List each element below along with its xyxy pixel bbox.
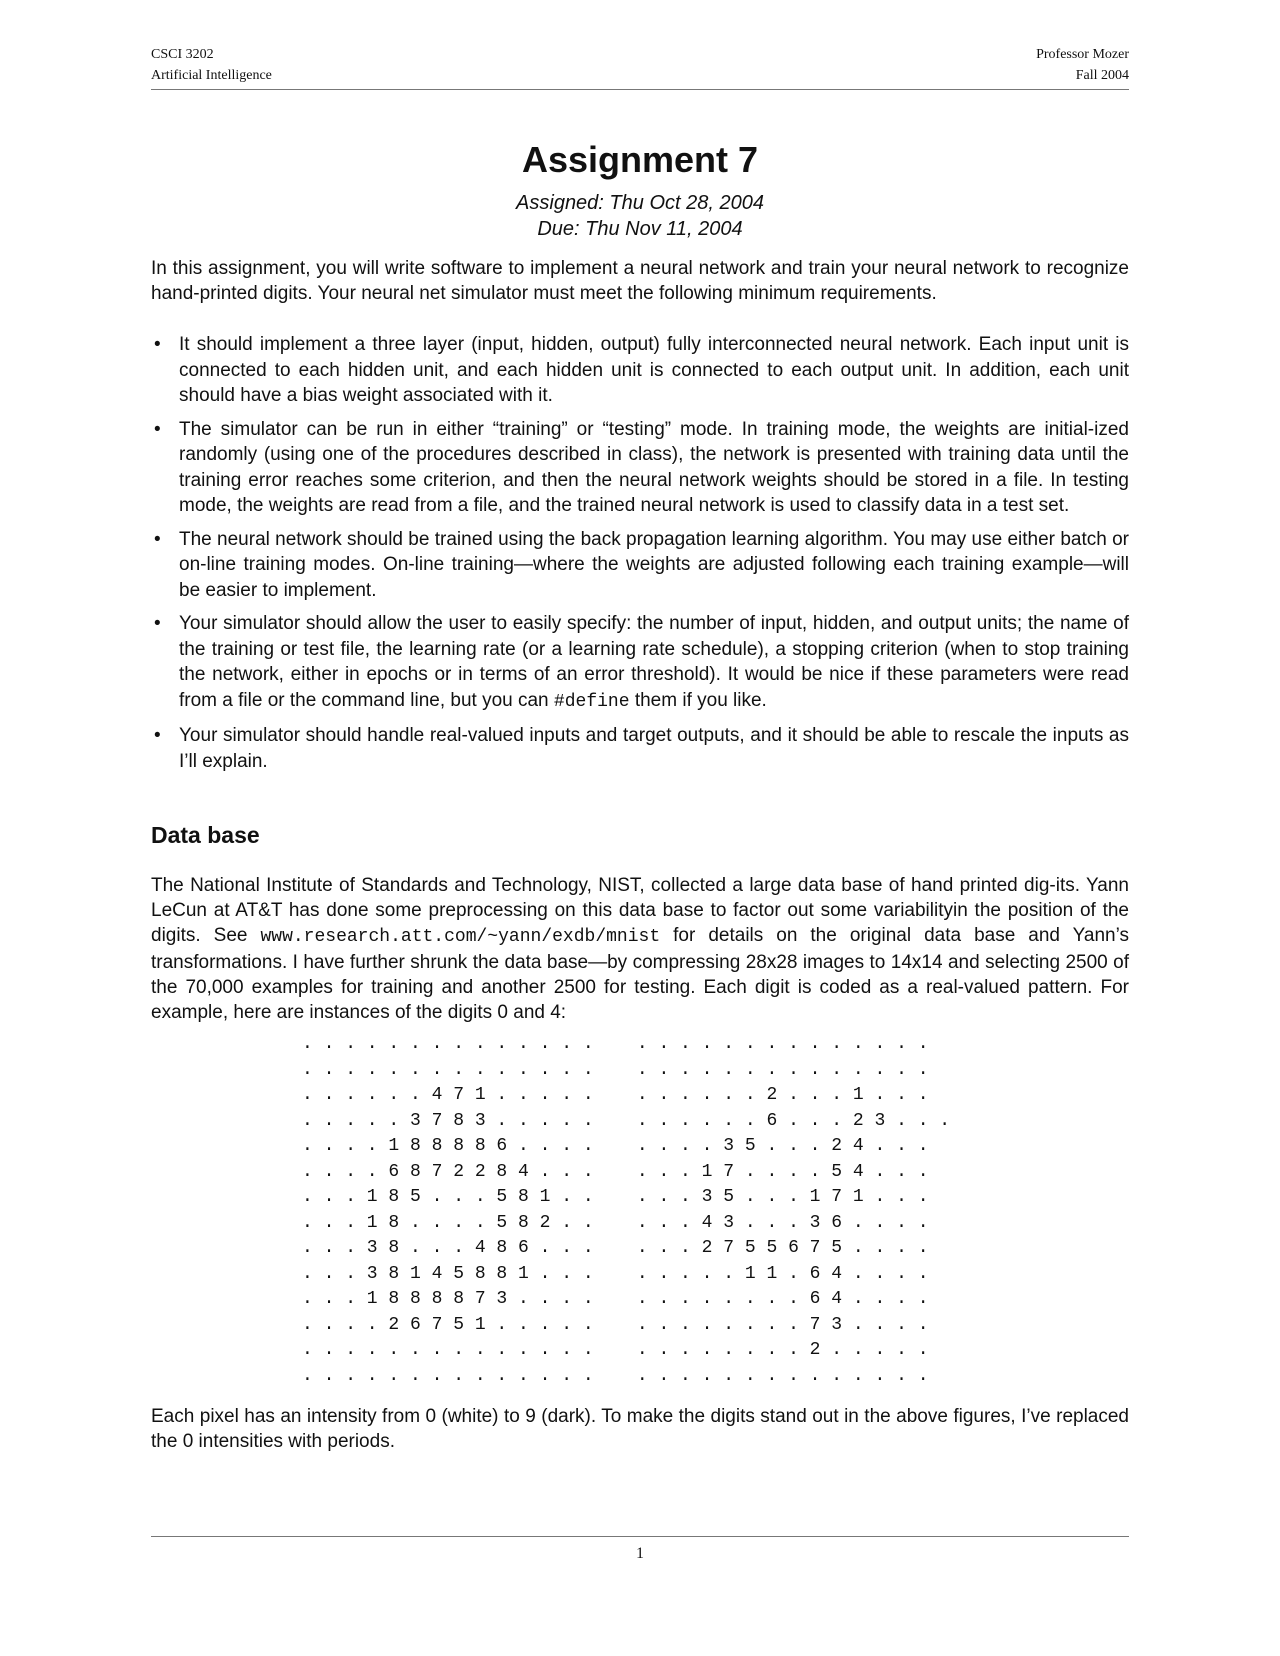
list-item-text: It should implement a three layer (input, hidden, output) fully interconnected neural network. Each input unit is connected to each hidden unit, and each hidden unit is connected to each output unit. In addition, each unit should have a bias weight associated with it. xyxy=(179,334,1129,406)
mnist-url: www.research.att.com/~yann/exdb/mnist xyxy=(260,927,661,947)
bullet-icon: • xyxy=(154,418,161,440)
page-title: Assignment 7 xyxy=(521,139,759,180)
paragraph-text: The National Institute of Standards and Technology, NIST, collected a large data base of hand printed dig-its. Yann LeCun at AT&T has done some preprocessing on this data base to factor out some variabilityin the position of the digits. See xyxy=(151,875,1129,946)
closing-paragraph: Each pixel has an intensity from 0 (white) to 9 (dark). To make the digits stand out in the above figures, I’ve replaced the 0 intensities with periods. xyxy=(151,1406,1129,1452)
bullet-icon: • xyxy=(154,528,161,550)
list-item xyxy=(151,417,1129,519)
list-item-text: Your simulator should allow the user to easily specify: the number of input, hidden, and output units; the name of the training or test file, the learning rate (or a learning rate schedule), a stopping criterion (when to stop training the network, either in epochs or in terms of an error threshold). It would be nice if these parameters were read from a file or the command line, but you can xyxy=(179,613,1129,711)
instructor: Professor Mozer xyxy=(1036,47,1129,62)
footer-divider xyxy=(151,1536,1129,1537)
list-item xyxy=(151,611,1129,715)
header-left xyxy=(151,44,272,86)
assigned-date: Assigned: Thu Oct 28, 2004 xyxy=(516,192,764,214)
digit-examples: . . . . . . . . . . . . . . . . . . . . . . . . . . . . . . . . . . . . . . . . . . . . . . . . . . . . . . . . . . . . . . 4 7 1 . . . . . . . . . . . 2 . . . 1 . . . . . . . . 3 7 8 3 . . . . . . . . . . . 6 . . . 2 3 . . . . . . . 1 8 8 8 8 6 . . . . . . . . 3 5 . . . 2 4 . . . . . . . 6 8 7 2 2 8 4 . . . . . . 1 7 . . . . 5 4 . . . . . . 1 8 5 . . . 5 8 1 . . . . . 3 5 . . . 1 7 1 . . . . . . 1 8 . . . . 5 8 2 . . . . . 4 3 . . . 3 6 . . . . . . . 3 8 . . . 4 8 6 . . . . . . 2 7 5 5 6 7 5 . . . . . . . 3 8 1 4 5 8 8 1 . . . . . . . . 1 1 . 6 4 . . . . . . . 1 8 8 8 8 7 3 . . . . . . . . . . . . 6 4 . . . . . . . . 2 6 7 5 1 . . . . . . . . . . . . . 7 3 . . . . . . . . . . . . . . . . . . . . . . . . . . 2 . . . . . . . . . . . . . . . . . . . . . . . . . . . . . . . . . xyxy=(302,1034,951,1386)
bullet-icon: • xyxy=(154,725,161,746)
header-right xyxy=(1036,44,1129,86)
list-item xyxy=(151,527,1129,604)
page-number: 1 xyxy=(636,1545,644,1562)
paragraph-text: for details on the original data base and Yann’s transformations. I have further shrunk the data base—by compressing 28x28 images to 14x14 and selecting 2500 of the 70,000 examples for training and another 2500 for testing. Each digit is coded as a real-valued pattern. For example, here are instances of the digits 0 and 4: xyxy=(151,925,1129,1023)
due-date: Due: Thu Nov 11, 2004 xyxy=(537,218,743,240)
list-item xyxy=(151,723,1129,774)
requirements-list xyxy=(151,332,1129,782)
running-header xyxy=(151,44,1129,90)
intro-paragraph: In this assignment, you will write software to implement a neural network and train your neural network to recognize hand-printed digits. Your neural net simulator must meet the following minimum requirements. xyxy=(151,258,1129,304)
list-item-text: Your simulator should handle real-valued inputs and target outputs, and it should be able to rescale the inputs as I’ll explain. xyxy=(179,725,1129,772)
bullet-icon: • xyxy=(154,334,161,355)
section-heading: Data base xyxy=(151,822,260,848)
bullet-icon: • xyxy=(154,613,161,634)
term: Fall 2004 xyxy=(1075,68,1129,83)
list-item-text: The neural network should be trained using the back propagation learning algorithm. You may use either batch or on-line training modes. On-line training—where the weights are adjusted following each training example—will be easier to implement. xyxy=(179,528,1129,601)
list-item-text: The simulator can be run in either “training” or “testing” mode. In training mode, the weights are initial-ized randomly (using one of the procedures described in class), the network is presented with training data until the training error reaches some criterion, and then the neural network weights should be stored in a file. In testing mode, the weights are read from a file, and the trained neural network is used to classify data in a test set. xyxy=(179,418,1129,516)
list-item xyxy=(151,332,1129,409)
list-item-text: them if you like. xyxy=(634,689,767,711)
database-paragraph xyxy=(151,873,1129,1025)
course-code: CSCI 3202 xyxy=(151,47,214,62)
course-name: Artificial Intelligence xyxy=(151,68,272,83)
inline-code: #define xyxy=(553,691,630,712)
assignment-dates xyxy=(0,190,1280,242)
